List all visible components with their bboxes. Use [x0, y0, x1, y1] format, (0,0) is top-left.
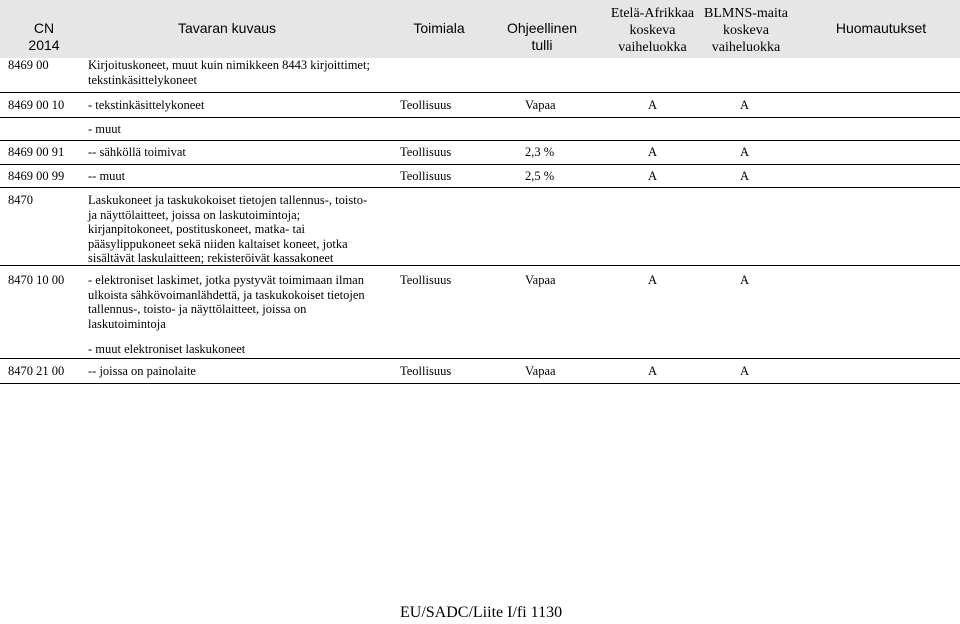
row-code: 8469 00 91 [8, 145, 65, 159]
row-code: 8470 [8, 193, 33, 207]
row-description: -- muut [88, 169, 126, 183]
row-description: -- joissa on painolaite [88, 364, 196, 378]
row-sector: Teollisuus [400, 364, 452, 378]
row-code: 8469 00 99 [8, 169, 65, 183]
row-description: Laskukoneet ja taskukokoiset tietojen tallennus-, toisto- ja näyttölaitteet, joissa on laskutoimintoja; kirjanpitokoneet, postituskoneet, matka- tai pääsylippukoneet sekä niiden kaltaiset koneet, jotka sisältävät laskulaitteen; rekisteröivät kassakoneet [88, 193, 368, 265]
row-divider [0, 92, 960, 93]
row-duty: Vapaa [525, 364, 556, 378]
row-divider [0, 140, 960, 141]
header-cn: CN 2014 [28, 20, 60, 53]
row-duty: Vapaa [525, 273, 556, 287]
header-sa-stage: Etelä-Afrikkaa koskeva vaiheluokka [610, 6, 695, 55]
row-blmns-stage: A [740, 98, 750, 112]
row-duty: Vapaa [525, 98, 556, 112]
table-header [0, 0, 960, 58]
row-code: 8470 21 00 [8, 364, 65, 378]
row-duty: 2,3 % [525, 145, 555, 159]
row-divider [0, 164, 960, 165]
row-sa-stage: A [648, 364, 658, 378]
row-blmns-stage: A [740, 169, 750, 183]
row-sector: Teollisuus [400, 145, 452, 159]
row-description: - muut elektroniset laskukoneet [88, 342, 246, 356]
row-code: 8470 10 00 [8, 273, 65, 287]
row-divider [0, 117, 960, 118]
row-description: - tekstinkäsittelykoneet [88, 98, 205, 112]
row-code: 8469 00 10 [8, 98, 65, 112]
row-sa-stage: A [648, 98, 658, 112]
row-blmns-stage: A [740, 145, 750, 159]
row-sa-stage: A [648, 273, 658, 287]
row-blmns-stage: A [740, 273, 750, 287]
row-divider [0, 358, 960, 359]
row-description: -- sähköllä toimivat [88, 145, 186, 159]
header-remarks: Huomautukset [835, 20, 927, 36]
row-code: 8469 00 [8, 58, 49, 72]
row-blmns-stage: A [740, 364, 750, 378]
row-sa-stage: A [648, 169, 658, 183]
header-base-duty: Ohjeellinen tulli [506, 20, 578, 53]
page-footer: EU/SADC/Liite I/fi 1130 [400, 604, 563, 621]
header-blmns-stage: BLMNS-maita koskeva vaiheluokka [704, 6, 788, 55]
header-sector: Toimiala [413, 20, 465, 36]
row-divider [0, 383, 960, 384]
row-description: - elektroniset laskimet, jotka pystyvät toimimaan ilman ulkoista sähkövoimanlähdettä, ja taskukokoiset tietojen tallennus-, toisto- ja näyttölaitteet, joissa on laskutoimintoja [88, 273, 365, 331]
header-description: Tavaran kuvaus [177, 20, 277, 36]
row-description: - muut [88, 122, 121, 136]
row-divider [0, 187, 960, 188]
row-description: Kirjoituskoneet, muut kuin nimikkeen 8443 kirjoittimet; tekstinkäsittelykoneet [88, 58, 370, 87]
row-duty: 2,5 % [525, 169, 555, 183]
row-sector: Teollisuus [400, 273, 452, 287]
row-sa-stage: A [648, 145, 658, 159]
row-sector: Teollisuus [400, 169, 452, 183]
row-sector: Teollisuus [400, 98, 452, 112]
